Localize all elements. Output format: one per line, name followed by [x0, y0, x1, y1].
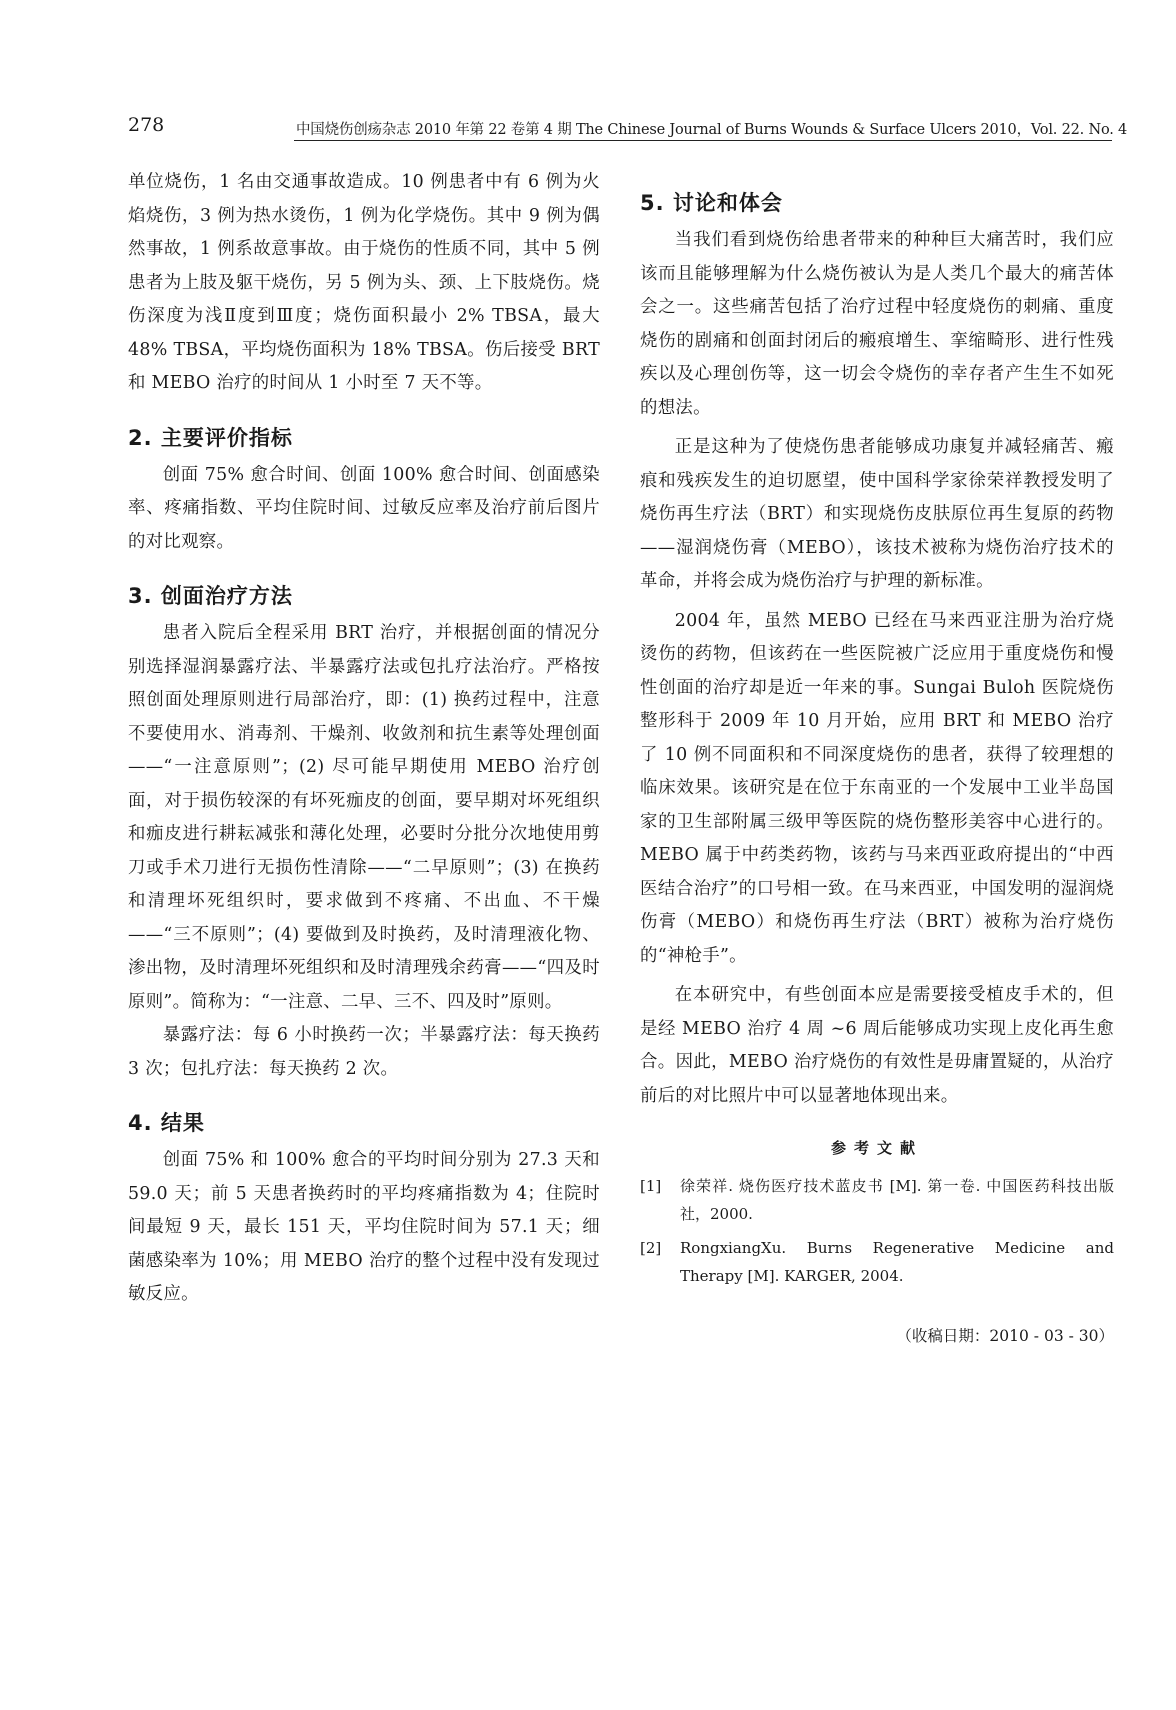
references-title: 参考文献	[830, 1139, 923, 1157]
page-number: 278	[128, 114, 165, 136]
left-column	[128, 166, 600, 1312]
reference-text: 徐荣祥. 烧伤医疗技术蓝皮书 [M]. 第一卷. 中国医药科技出版社，2000.	[680, 1177, 1114, 1223]
running-header: 中国烧伤创疡杂志 2010 年第 22 卷第 4 期 The Chinese Journal of Burns Wounds & Surface Ulcers 2010，Vol. 22. No. 4	[296, 122, 1128, 138]
section-5-paragraph-4: 在本研究中，有些创面本应是需要接受植皮手术的，但是经 MEBO 治疗 4 周 ~6 周后能够成功实现上皮化再生愈合。因此，MEBO 治疗烧伤的有效性是毋庸置疑的，从治疗前后的对比照片中可以显著地体现出来。	[640, 985, 1114, 1106]
reference-item	[640, 1234, 1114, 1290]
reference-text: RongxiangXu. Burns Regenerative Medicine and Therapy [M]. KARGER, 2004.	[680, 1239, 1114, 1285]
intro-paragraph: 单位烧伤，1 名由交通事故造成。10 例患者中有 6 例为火焰烧伤，3 例为热水烫伤，1 例为化学烧伤。其中 9 例为偶然事故，1 例系故意事故。由于烧伤的性质不同，其中 5 例患者为上肢及躯干烧伤，另 5 例为头、颈、上下肢烧伤。烧伤深度为浅Ⅱ度到Ⅲ度；烧伤面积最小 2% TBSA，最大 48% TBSA，平均烧伤面积为 18% TBSA。伤后接受 BRT 和 MEBO 治疗的时间从 1 小时至 7 天不等。	[128, 172, 600, 393]
section-5-paragraph-1: 当我们看到烧伤给患者带来的种种巨大痛苦时，我们应该而且能够理解为什么烧伤被认为是人类几个最大的痛苦体会之一。这些痛苦包括了治疗过程中轻度烧伤的刺痛、重度烧伤的剧痛和创面封闭后的瘢痕增生、挛缩畸形、进行性残疾以及心理创伤等，这一切会令烧伤的幸存者产生生不如死的想法。	[640, 230, 1114, 418]
reference-item	[640, 1172, 1114, 1228]
received-date: （收稿日期：2010 - 03 - 30）	[896, 1327, 1114, 1345]
section-2-paragraph: 创面 75% 愈合时间、创面 100% 愈合时间、创面感染率、疼痛指数、平均住院时间、过敏反应率及治疗前后图片的对比观察。	[128, 464, 600, 552]
reference-label: [1]	[640, 1177, 662, 1195]
section-4-heading: 4. 结果	[128, 1111, 205, 1135]
right-column	[640, 166, 1114, 1346]
section-4-paragraph: 创面 75% 和 100% 愈合的平均时间分别为 27.3 天和 59.0 天；前 5 天患者换药时的平均疼痛指数为 4；住院时间最短 9 天，最长 151 天，平均住院时间为 57.1 天；细菌感染率为 10%；用 MEBO 治疗的整个过程中没有发现过敏反应。	[128, 1150, 600, 1304]
section-3-paragraph-1: 患者入院后全程采用 BRT 治疗，并根据创面的情况分别选择湿润暴露疗法、半暴露疗法或包扎疗法治疗。严格按照创面处理原则进行局部治疗，即：(1) 换药过程中，注意不要使用水、消毒剂、干燥剂、收敛剂和抗生素等处理创面——“一注意原则”；(2) 尽可能早期使用 MEBO 治疗创面，对于损伤较深的有坏死痂皮的创面，要早期对坏死组织和痂皮进行耕耘减张和薄化处理，必要时分批分次地使用剪刀或手术刀进行无损伤性清除——“二早原则”；(3) 在换药和清理坏死组织时，要求做到不疼痛、不出血、不干燥——“三不原则”；(4) 要做到及时换药，及时清理液化物、渗出物，及时清理坏死组织和及时清理残余药膏——“四及时原则”。简称为：“一注意、二早、三不、四及时”原则。	[128, 623, 600, 1012]
reference-label: [2]	[640, 1239, 662, 1257]
section-5-paragraph-2: 正是这种为了使烧伤患者能够成功康复并减轻痛苦、瘢痕和残疾发生的迫切愿望，使中国科学家徐荣祥教授发明了烧伤再生疗法（BRT）和实现烧伤皮肤原位再生复原的药物——湿润烧伤膏（MEBO），该技术被称为烧伤治疗技术的革命，并将会成为烧伤治疗与护理的新标准。	[640, 437, 1114, 591]
section-2-heading: 2. 主要评价指标	[128, 425, 293, 450]
section-5-heading: 5. 讨论和体会	[640, 191, 783, 215]
section-5-paragraph-3: 2004 年，虽然 MEBO 已经在马来西亚注册为治疗烧烫伤的药物，但该药在一些医院被广泛应用于重度烧伤和慢性创面的治疗却是近一年来的事。Sungai Buloh 医院烧伤整形科于 2009 年 10 月开始，应用 BRT 和 MEBO 治疗了 10 例不同面积和不同深度烧伤的患者，获得了较理想的临床效果。该研究是在位于东南亚的一个发展中工业半岛国家的卫生部附属三级甲等医院的烧伤整形美容中心进行的。MEBO 属于中药类药物，该药与马来西亚政府提出的“中西医结合治疗”的口号相一致。在马来西亚，中国发明的湿润烧伤膏（MEBO）和烧伤再生疗法（BRT）被称为治疗烧伤的“神枪手”。	[640, 610, 1114, 966]
section-3-paragraph-2: 暴露疗法：每 6 小时换药一次；半暴露疗法：每天换药 3 次；包扎疗法：每天换药 2 次。	[128, 1025, 600, 1079]
section-3-heading: 3. 创面治疗方法	[128, 584, 293, 608]
references-list	[640, 1172, 1114, 1290]
header-rule	[294, 140, 1112, 141]
